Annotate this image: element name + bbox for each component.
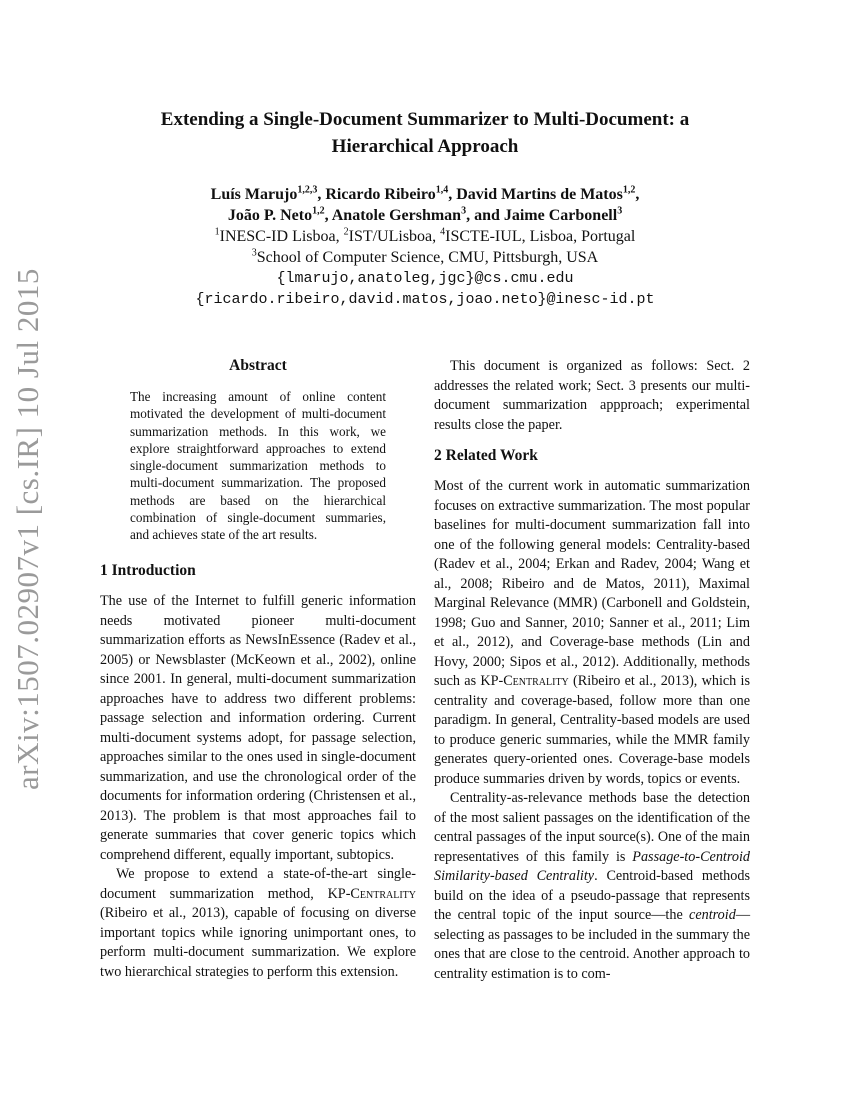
text-run: . Centroid-based methods build on the idea of a pseudo-passage that represents the central topic of the input source—the — [434, 868, 750, 923]
affiliation: School of Computer Science, CMU, Pittsburgh, USA — [256, 249, 599, 266]
author-sup: 1,2 — [622, 184, 636, 196]
affiliation: ISCTE-IUL, Lisboa, Portugal — [445, 228, 636, 245]
author-sup: 1,2,3 — [297, 184, 318, 196]
related-paragraph-2 — [434, 789, 750, 984]
text-run: (Ribeiro et al., 2013), which is centrality and coverage-based, follow more than one paradigm. In general, Centrality-based models are used to produce generic summaries, while the MMR family generates query-oriented ones. Coverage-base models produce summaries driven by words, topics or events. — [434, 673, 751, 787]
text-run: Centrality-as-relevance methods base the detection of the most salient passages on the identification of the central passages of the input source(s). One of the main representatives of this family is — [434, 790, 750, 865]
author-sup: 1,2 — [312, 205, 325, 217]
aff-sup: 3 — [251, 247, 257, 259]
method-name: KP-Centrality — [480, 673, 569, 689]
sep: , — [317, 186, 326, 203]
right-column — [434, 477, 750, 984]
author-block — [100, 184, 750, 310]
affiliation: INESC-ID Lisboa, — [219, 228, 344, 245]
email-line-1: {lmarujo,anatoleg,jgc}@cs.cmu.edu — [276, 270, 574, 287]
author-name: Ricardo Ribeiro — [325, 186, 436, 203]
text-run: —selecting as passages to be included in the summary the ones that are close to the centroid. Another approach to centrality estimation is to com- — [434, 907, 750, 982]
text-run: Most of the current work in automatic summarization focuses on extractive summarization. The most popular baselines for multi-document summarization fall into one of the following general models: Centrality-based (Radev et al., 2004; Erkan and Radev, 2004; Wang et al., 2008; Ribeiro and de Matos, 2011), Maximal Marginal Relevance (MMR) (Carbonell and Goldstein, 1998; Guo and Sanner, 2010; Sanner et al., 2011; Lim et al., 2012), and Coverage-base methods (Lin and Hovy, 2000; Sipos et al., 2012). Additionally, methods such as — [434, 478, 750, 689]
author-name: David Martins de Matos — [456, 186, 623, 203]
email-line-2: {ricardo.ribeiro,david.matos,joao.neto}@inesc-id.pt — [195, 291, 655, 308]
left-column — [100, 592, 416, 982]
author-name: Anatole Gershman — [331, 207, 462, 224]
author-sup: 3 — [461, 205, 467, 217]
author-line-2 — [100, 205, 750, 226]
author-name: Luís Marujo — [210, 186, 298, 203]
paper-title — [100, 106, 750, 160]
affiliation: IST/ULisboa, — [348, 228, 441, 245]
sep: , and — [466, 207, 504, 224]
author-name: Jaime Carbonell — [503, 207, 618, 224]
abstract-heading: Abstract — [229, 357, 287, 374]
aff-sup: 2 — [343, 226, 349, 238]
affiliation-line-1 — [100, 226, 750, 247]
related-paragraph-1 — [434, 477, 750, 789]
intro-paragraph-2 — [100, 865, 416, 982]
author-sup: 3 — [617, 205, 623, 217]
title-line-2: Hierarchical Approach — [331, 136, 519, 157]
section-introduction-heading: 1 Introduction — [100, 562, 196, 579]
organization-paragraph: This document is organized as follows: Sect. 2 addresses the related work; Sect. 3 presents our multi-document summarization appproach; experimental results close the paper. — [434, 358, 750, 433]
abstract-text: The increasing amount of online content motivated the development of multi-document summarization methods. In this work, we explore straightforward approaches to extend single-document summarization methods to multi-document summarization. The proposed methods are based on the hierarchical combination of single-document summaries, and achieves state of the art results. — [130, 389, 386, 543]
title-line-1: Extending a Single-Document Summarizer to Multi-Document: a — [160, 109, 690, 130]
italic-term: centroid — [689, 907, 736, 923]
text-run: (Ribeiro et al., 2013), capable of focusing on diverse important topics while ignoring unimportant ones, to perform multi-document summarization. We explore two hierarchical strategies to perform this extension. — [100, 905, 416, 980]
text-run: We propose to extend a state-of-the-art single-document summarization method, — [100, 866, 416, 902]
author-name: João P. Neto — [227, 207, 313, 224]
sep: , — [448, 186, 457, 203]
sep: , — [324, 207, 332, 224]
intro-paragraph-1: The use of the Internet to fulfill generic information needs motivated pioneer multi-document summarization efforts as NewsInEssence (Radev et al., 2005) or Newsblaster (McKeown et al., 2002), online since 2001. In general, multi-document summarization approaches have to address two different problems: passage selection and information ordering. Current multi-document systems adopt, for passage selection, approaches similar to the ones used in single-document summarization, and use the chronological order of the documents for information ordering (Christensen et al., 2013). The problem is that most approaches fail to generate summaries that cover generic topics which comprehend different, equally important, subtopics. — [100, 593, 416, 863]
italic-term: Passage-to-Centroid Similarity-based Centrality — [434, 848, 750, 884]
affiliation-line-2 — [100, 247, 750, 268]
section-related-work-heading: 2 Related Work — [434, 447, 538, 464]
method-name: KP-Centrality — [327, 885, 416, 902]
aff-sup: 1 — [214, 226, 220, 238]
arxiv-stamp: arXiv:1507.02907v1 [cs.IR] 10 Jul 2015 — [10, 268, 45, 790]
author-line-1: Luís Marujo$^{1,2,3}$, Ricardo Ribeiro$^{1,4}$, David Martins de Matos$^{1,2}$, — [210, 184, 640, 203]
aff-sup: 4 — [440, 226, 446, 238]
author-sup: 1,4 — [435, 184, 449, 196]
right-column-intro — [434, 357, 750, 435]
